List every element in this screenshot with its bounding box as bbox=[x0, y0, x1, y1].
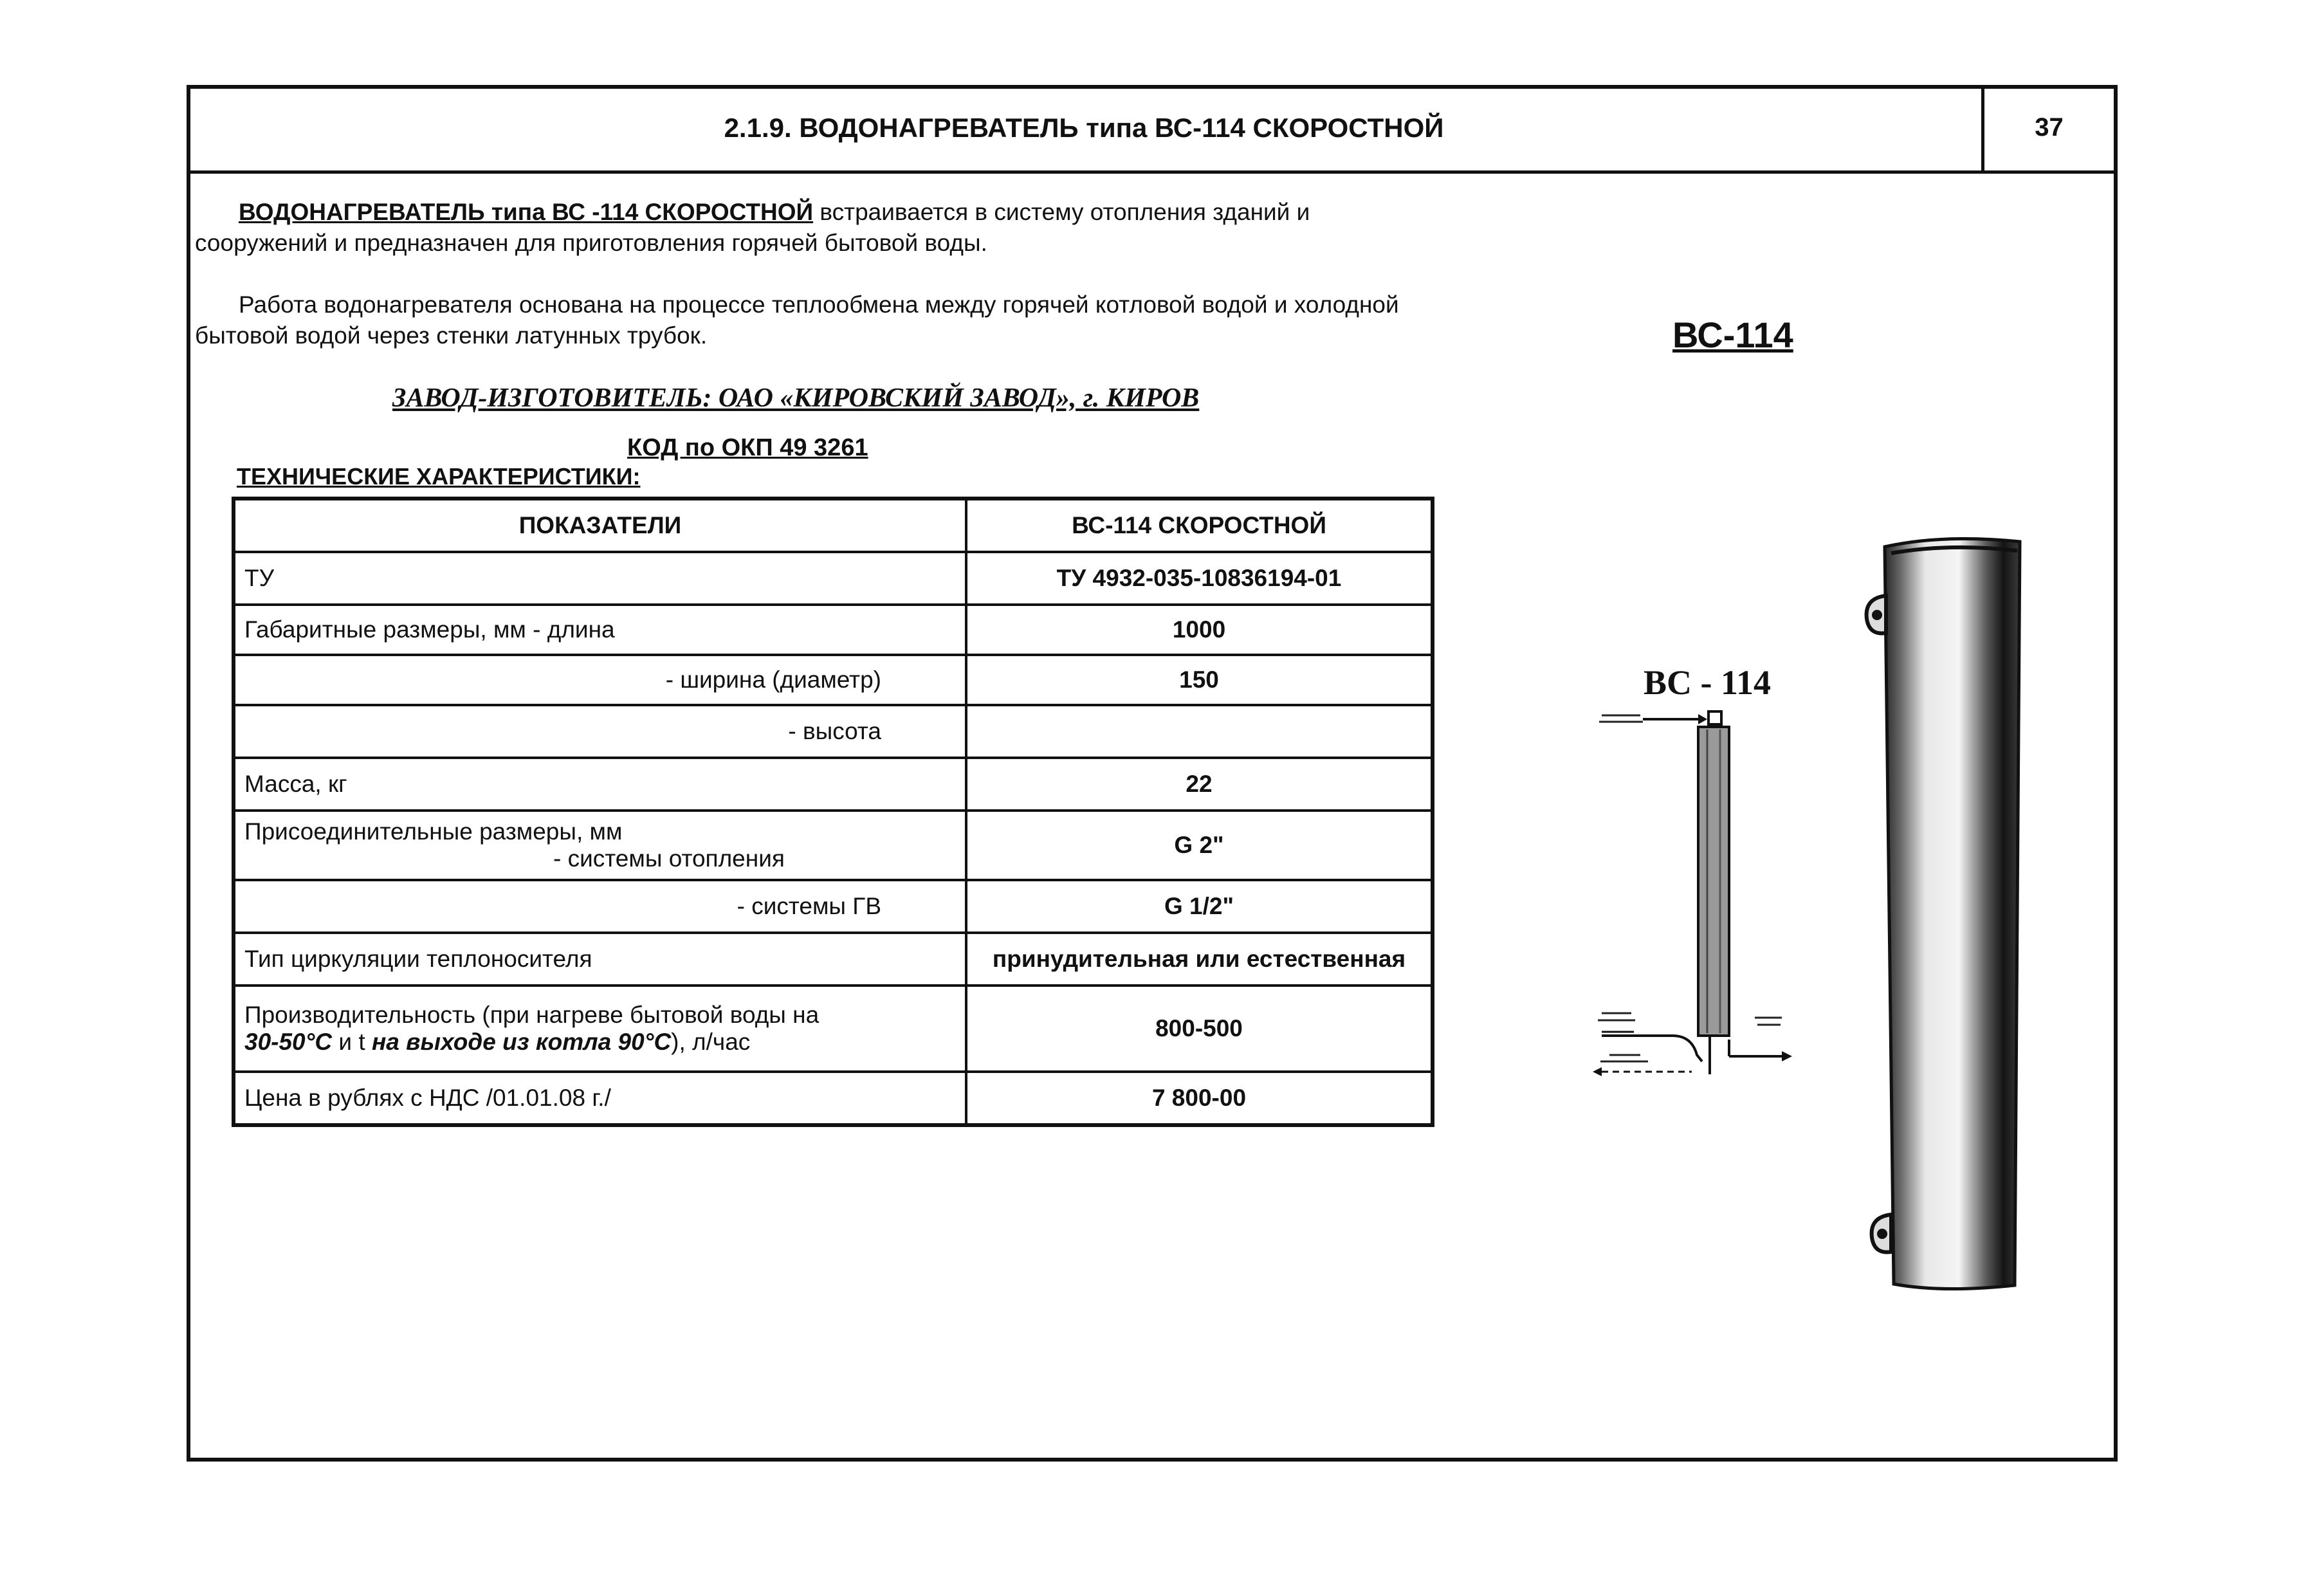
table-row bbox=[234, 1072, 1433, 1125]
table-row bbox=[234, 705, 1433, 758]
intro-lead: ВОДОНАГРЕВАТЕЛЬ типа ВС -114 СКОРОСТНОЙ bbox=[239, 199, 814, 225]
table-row bbox=[234, 655, 1433, 705]
row-label: Цена в рублях с НДС /01.01.08 г./ bbox=[234, 1072, 966, 1125]
row-label-line-1: Производительность (при нагреве бытовой воды на bbox=[244, 1002, 820, 1028]
intro-paragraph-1 bbox=[195, 197, 1430, 259]
heater-diagram bbox=[1589, 663, 1820, 1081]
row-label-line-2: - системы отопления bbox=[553, 845, 785, 872]
intro-p2-text: Работа водонагревателя основана на процессе теплообмена между горячей котловой водой и холодной бытовой водой через стенки латунных трубок. bbox=[195, 291, 1399, 349]
row-label: Масса, кг bbox=[234, 758, 966, 811]
diagram-title: ВС - 114 bbox=[1644, 663, 1772, 702]
row-label-line-2: 30-50°С и t на выходе из котла 90°С), л/час bbox=[244, 1029, 751, 1055]
row-label bbox=[234, 811, 966, 880]
diagram-label-marks bbox=[1598, 715, 1782, 1061]
row-label bbox=[234, 986, 966, 1072]
specs-heading: ТЕХНИЧЕСКИЕ ХАРАКТЕРИСТИКИ: bbox=[237, 463, 641, 490]
table-row bbox=[234, 986, 1433, 1072]
table-row bbox=[234, 811, 1433, 880]
table-row bbox=[234, 605, 1433, 655]
model-title: ВС-114 bbox=[1672, 315, 1793, 355]
row-value: 1000 bbox=[966, 605, 1433, 655]
row-label: Тип циркуляции теплоносителя bbox=[234, 933, 966, 986]
intro-paragraph-2 bbox=[195, 289, 1430, 351]
manufacturer: ЗАВОД-ИЗГОТОВИТЕЛЬ: ОАО «КИРОВСКИЙ ЗАВОД», г. КИРОВ bbox=[392, 383, 1200, 413]
page-title: 2.1.9. ВОДОНАГРЕВАТЕЛЬ типа ВС-114 СКОРОСТНОЙ bbox=[724, 112, 1444, 143]
row-label: - ширина (диаметр) bbox=[234, 655, 966, 705]
page-number: 37 bbox=[2035, 113, 2064, 142]
row-value bbox=[966, 705, 1433, 758]
row-value: 22 bbox=[966, 758, 1433, 811]
row-value: ТУ 4932-035-10836194-01 bbox=[966, 552, 1433, 605]
row-label: - системы ГВ bbox=[234, 880, 966, 933]
row-label: ТУ bbox=[234, 552, 966, 605]
okp-code: КОД по ОКП 49 3261 bbox=[627, 434, 868, 461]
page-header bbox=[187, 85, 2118, 174]
table-row bbox=[234, 880, 1433, 933]
table-row bbox=[234, 933, 1433, 986]
row-value: G 1/2" bbox=[966, 880, 1433, 933]
intro-rest: встраивается в систему отопления зданий и сооружений и предназначен для приготовления горячей бытовой воды. bbox=[195, 199, 1310, 256]
row-value: 800-500 bbox=[966, 986, 1433, 1072]
table-row bbox=[234, 552, 1433, 605]
row-label: Габаритные размеры, мм - длина bbox=[234, 605, 966, 655]
row-value: 150 bbox=[966, 655, 1433, 705]
col-header-model: ВС-114 СКОРОСТНОЙ bbox=[966, 499, 1433, 552]
col-header-indicators: ПОКАЗАТЕЛИ bbox=[234, 499, 966, 552]
table-header-row bbox=[234, 499, 1433, 552]
table-row bbox=[234, 758, 1433, 811]
row-value: G 2" bbox=[966, 811, 1433, 880]
heater-photo bbox=[1853, 534, 2033, 1293]
row-value: 7 800-00 bbox=[966, 1072, 1433, 1125]
row-label: - высота bbox=[234, 705, 966, 758]
row-label-line-1: Присоединительные размеры, мм bbox=[244, 818, 623, 845]
specs-table bbox=[232, 497, 1434, 1127]
row-value: принудительная или естественная bbox=[966, 933, 1433, 986]
